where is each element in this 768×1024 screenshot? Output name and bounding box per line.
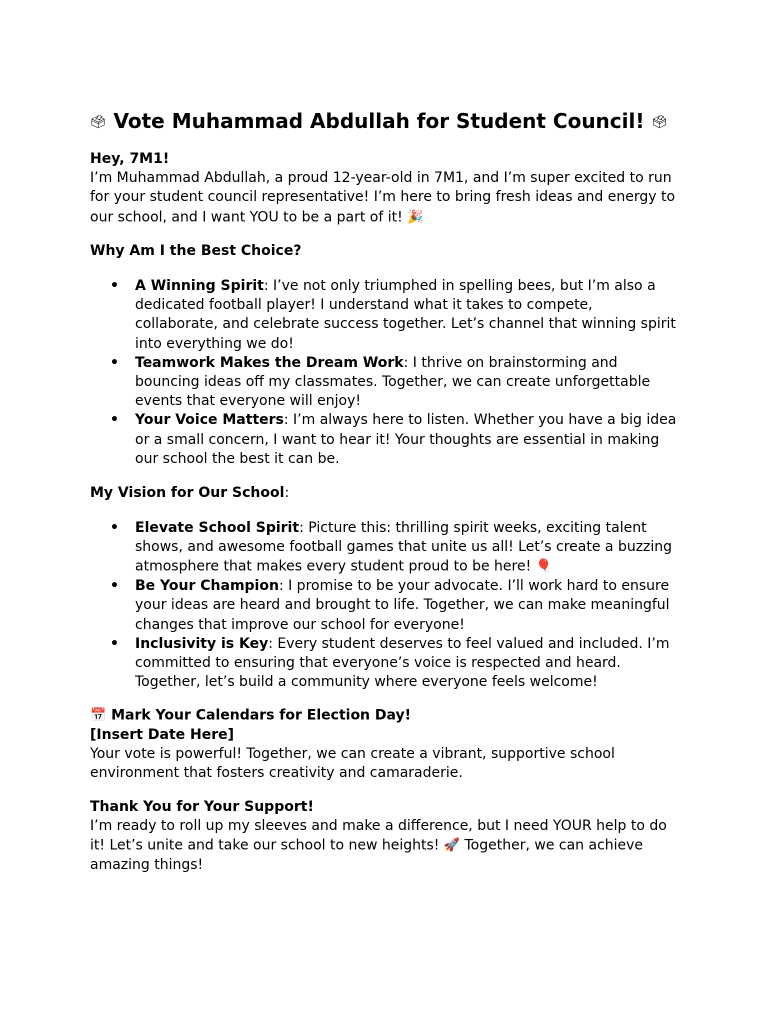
why-heading: Why Am I the Best Choice? [90,243,302,259]
bullet-icon: • [110,354,119,371]
election-section [90,706,680,783]
vision-heading-text: My Vision for Our School [90,485,285,501]
rocket-icon: 🚀 [443,838,461,854]
vision-list [90,519,680,692]
ballot-box-icon: 🗳 [651,114,668,130]
list-item [90,577,680,635]
thanks-text-part-1: I’m ready to roll up my sleeves and make a difference, but I need YOUR help to do it! Let’s unite and take our school to new heights! [90,818,667,855]
list-item-title: Be Your Champion [135,578,279,595]
party-popper-icon: 🎉 [407,209,424,225]
list-item-text: : I thrive on brainstorming and bouncing ideas off my classmates. Together, we can create unforgettable events that everyone will enjoy! [135,354,651,410]
vision-heading [90,484,680,503]
page-title [90,107,690,137]
list-item [90,277,680,354]
election-text: Your vote is powerful! Together, we can create a vibrant, supportive school environment that fosters creativity and camaraderie. [90,746,615,782]
title-text: Vote Muhammad Abdullah for Student Council! [113,109,645,133]
list-item-text: : Picture this: thrilling spirit weeks, exciting talent shows, and awesome football games that unite us all! Let’s create a buzzing atmosphere that makes every student proud to be here! [135,520,673,576]
vision-heading-colon: : [284,485,290,501]
list-item-text: : I’m always here to listen. Whether you have a big idea or a small concern, I want to hear it! Your thoughts are essential in making our school the best it can be. [135,412,677,467]
election-heading [90,706,680,726]
intro-text: I’m Muhammad Abdullah, a proud 12-year-old in 7M1, and I’m super excited to run for your student council representative! I’m here to bring fresh ideas and energy to our school, and I want YOU to be a part of it! [90,170,676,226]
list-item-text: : I’ve not only triumphed in spelling bees, but I’m also a dedicated football player! I understand what it takes to compete, collaborate, and celebrate success together. Let’s channel that winning spirit into everything we do! [135,278,676,352]
list-item-text: : Every student deserves to feel valued and included. I’m committed to ensuring that everyone’s voice is respected and heard. Together, let’s build a community where everyone feels welcome! [135,635,670,691]
list-item-title: Elevate School Spirit [135,520,300,536]
list-item-title: Inclusivity is Key [135,635,269,652]
thanks-paragraph [90,817,680,875]
intro-paragraph [90,169,680,227]
bullet-icon: • [110,635,119,652]
balloon-icon: 🎈 [535,559,552,575]
bullet-icon: • [110,520,119,536]
list-item-title: Your Voice Matters [135,412,284,429]
thanks-text-part-2: Together, we can achieve amazing things! [90,838,644,874]
list-item [90,519,680,577]
election-heading-text: Mark Your Calendars for Election Day! [111,707,412,724]
list-item [90,411,680,469]
intro-section [90,150,680,227]
bullet-icon: • [110,412,119,429]
list-item-title: A Winning Spirit [135,278,264,294]
list-item [90,635,680,693]
list-item [90,354,680,412]
why-list [90,277,680,469]
thanks-heading: Thank You for Your Support! [90,799,314,815]
bullet-icon: • [110,278,119,294]
thanks-section [90,798,680,875]
ballot-box-icon: 🗳 [90,114,107,130]
list-item-text: : I promise to be your advocate. I’ll work hard to ensure your ideas are heard and brought to life. Together, we can make meaningful changes that improve our school for everyone! [135,578,670,633]
bullet-icon: • [110,578,119,595]
calendar-icon: 📅 [90,708,107,723]
greeting: Hey, 7M1! [90,151,170,167]
list-item-title: Teamwork Makes the Dream Work [135,354,404,371]
election-date: [Insert Date Here] [90,726,235,743]
